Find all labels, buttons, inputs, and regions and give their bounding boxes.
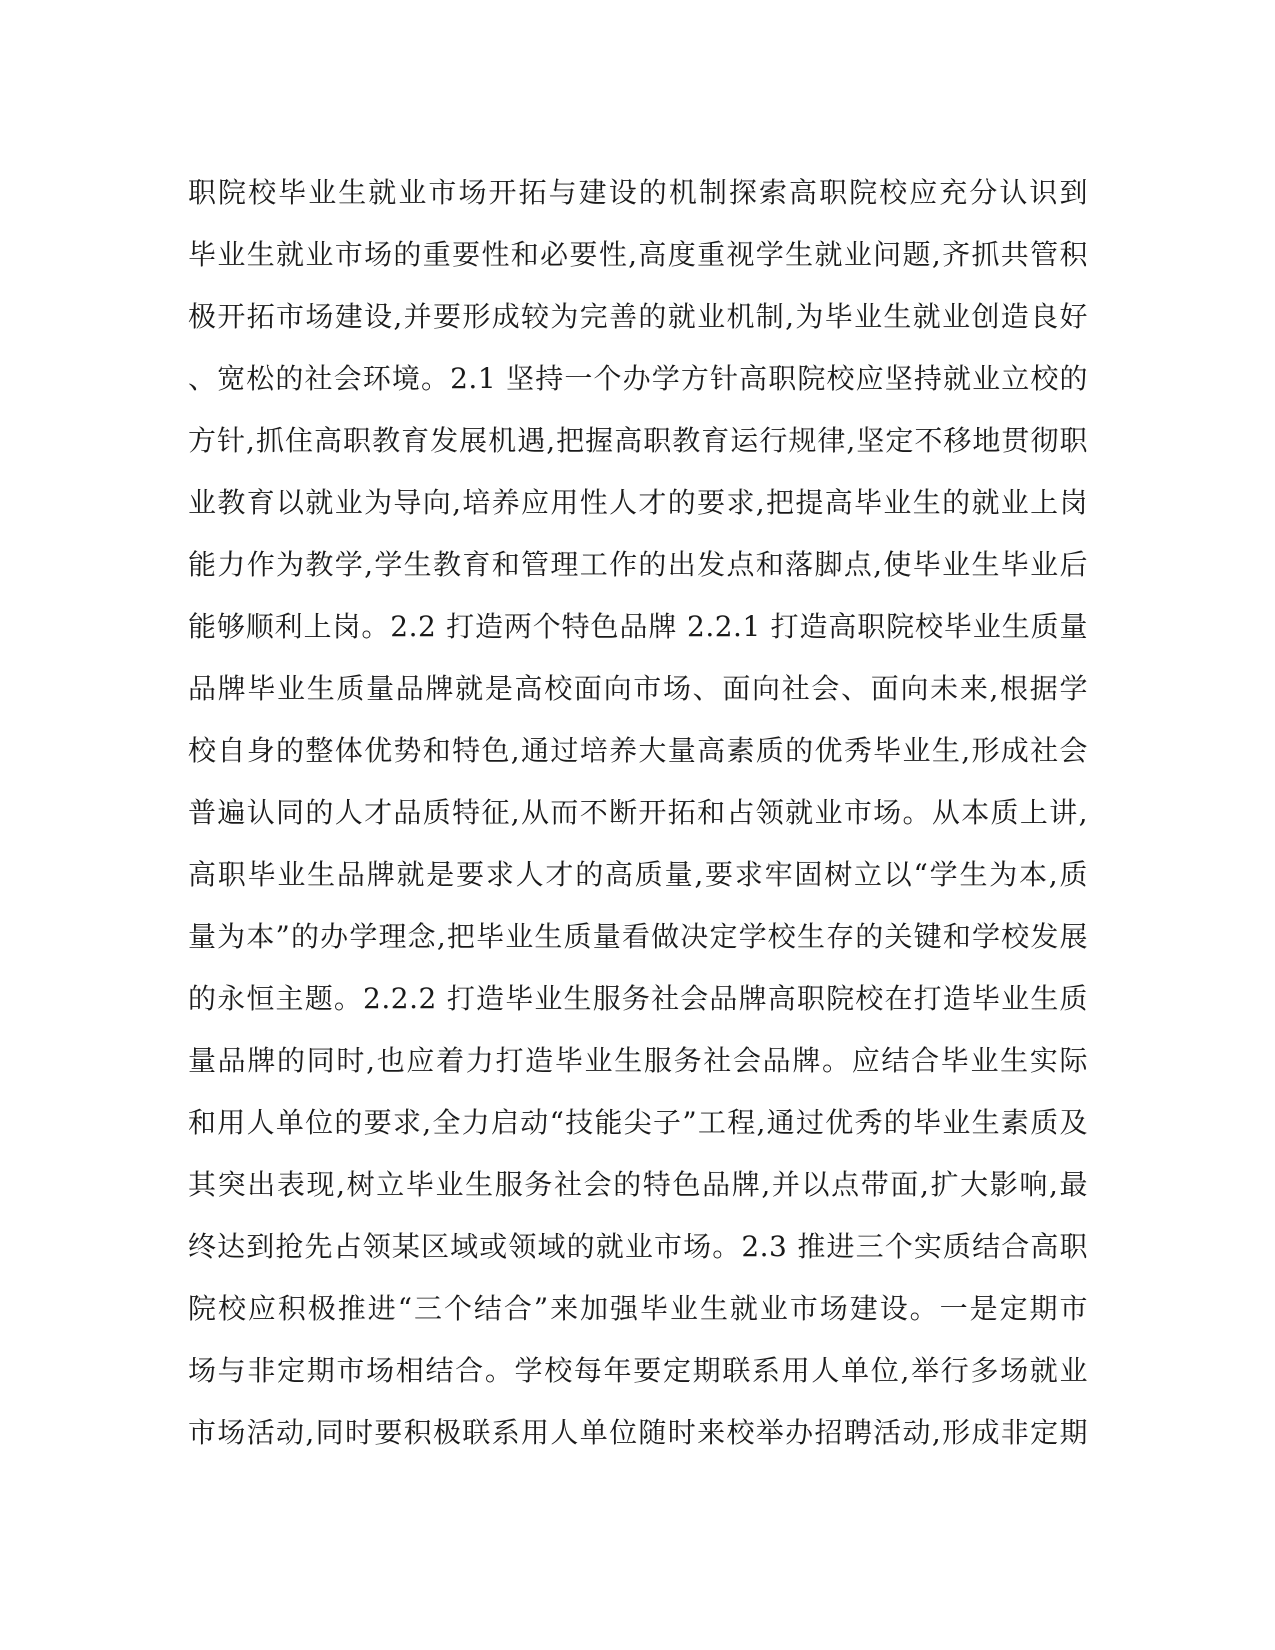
- text-line: 方针,抓住高职教育发展机遇,把握高职教育运行规律,坚定不移地贯彻职: [188, 424, 1088, 457]
- text-line: 终达到抢先占领某区域或领域的就业市场。2.3 推进三个实质结合高职: [188, 1230, 1088, 1263]
- text-line: 能够顺利上岗。2.2 打造两个特色品牌 2.2.1 打造高职院校毕业生质量: [188, 610, 1088, 643]
- body-text: [188, 162, 1088, 1464]
- text-line: 高职毕业生品牌就是要求人才的高质量,要求牢固树立以“学生为本,质: [188, 858, 1088, 891]
- text-line: 院校应积极推进“三个结合”来加强毕业生就业市场建设。一是定期市: [188, 1292, 1088, 1325]
- text-line: 量为本”的办学理念,把毕业生质量看做决定学校生存的关键和学校发展: [188, 920, 1088, 953]
- text-line: 毕业生就业市场的重要性和必要性,高度重视学生就业问题,齐抓共管积: [188, 238, 1088, 271]
- text-line: 普遍认同的人才品质特征,从而不断开拓和占领就业市场。从本质上讲,: [188, 796, 1088, 829]
- text-line: 能力作为教学,学生教育和管理工作的出发点和落脚点,使毕业生毕业后: [188, 548, 1088, 581]
- text-line: 其突出表现,树立毕业生服务社会的特色品牌,并以点带面,扩大影响,最: [188, 1168, 1088, 1201]
- text-line: 职院校毕业生就业市场开拓与建设的机制探索高职院校应充分认识到: [188, 176, 1088, 209]
- text-line: 校自身的整体优势和特色,通过培养大量高素质的优秀毕业生,形成社会: [188, 734, 1088, 767]
- text-line: 极开拓市场建设,并要形成较为完善的就业机制,为毕业生就业创造良好: [188, 300, 1088, 333]
- text-line: 的永恒主题。2.2.2 打造毕业生服务社会品牌高职院校在打造毕业生质: [188, 982, 1088, 1015]
- text-line: 市场活动,同时要积极联系用人单位随时来校举办招聘活动,形成非定期: [188, 1416, 1088, 1449]
- text-line: 和用人单位的要求,全力启动“技能尖子”工程,通过优秀的毕业生素质及: [188, 1106, 1088, 1139]
- text-line: 、宽松的社会环境。2.1 坚持一个办学方针高职院校应坚持就业立校的: [188, 362, 1088, 395]
- text-line: 品牌毕业生质量品牌就是高校面向市场、面向社会、面向未来,根据学: [188, 672, 1088, 705]
- text-line: 量品牌的同时,也应着力打造毕业生服务社会品牌。应结合毕业生实际: [188, 1044, 1088, 1077]
- text-line: 场与非定期市场相结合。学校每年要定期联系用人单位,举行多场就业: [188, 1354, 1088, 1387]
- text-line: 业教育以就业为导向,培养应用性人才的要求,把提高毕业生的就业上岗: [188, 486, 1088, 519]
